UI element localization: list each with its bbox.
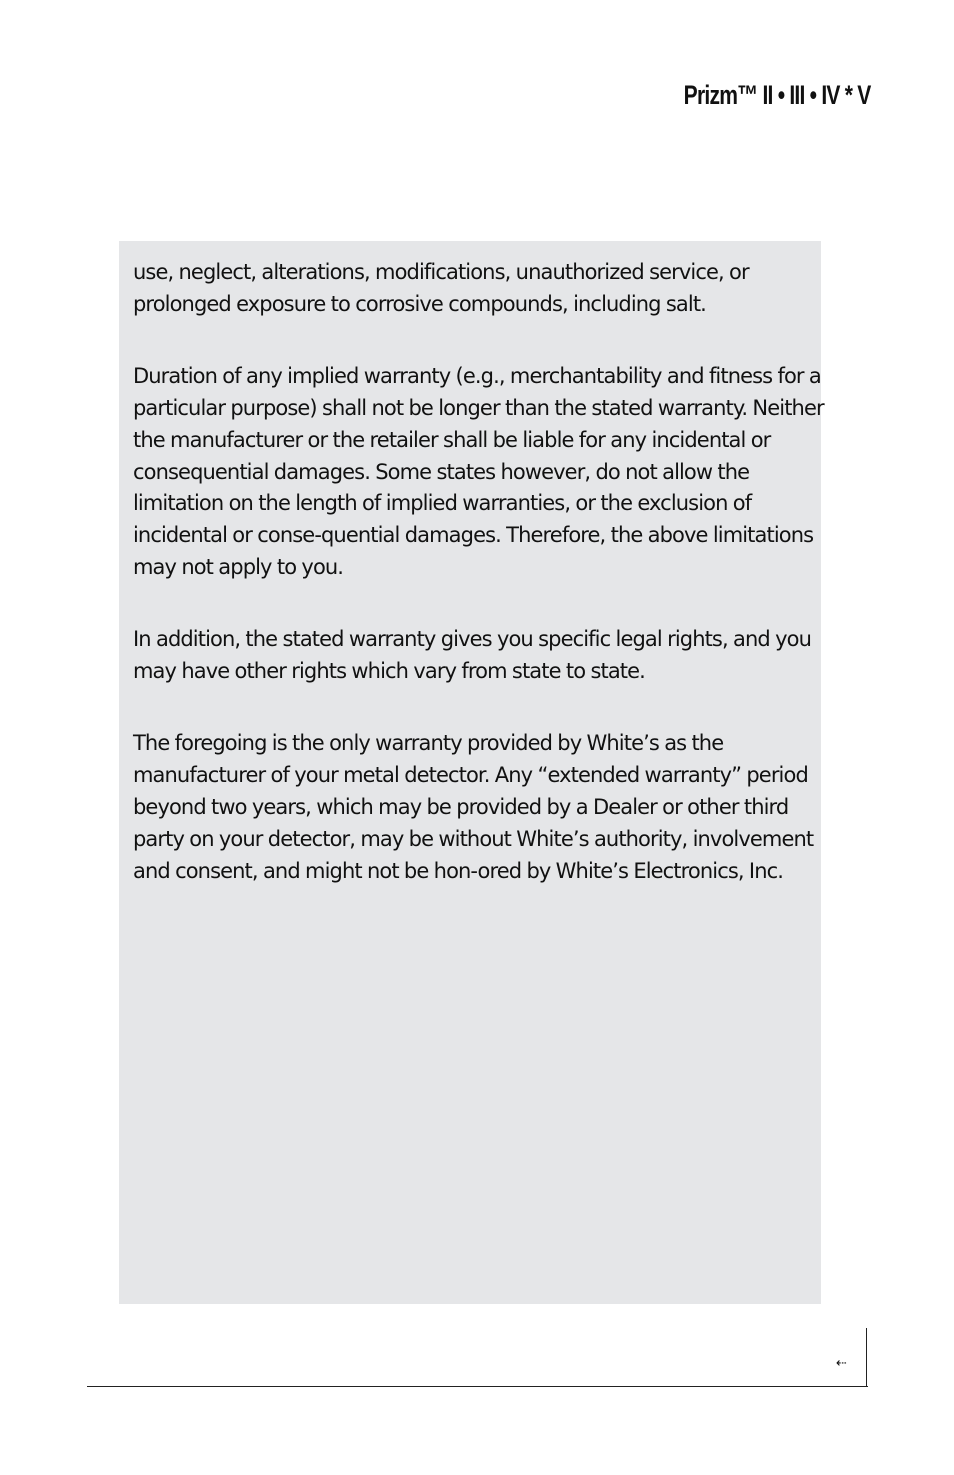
back-arrow-icon[interactable]: ⇠ <box>836 1356 847 1371</box>
footer-vertical-rule <box>866 1328 867 1387</box>
warranty-text <box>133 257 828 928</box>
page-header-title: Prizm™ II • III • IV * V <box>683 80 870 110</box>
footer-horizontal-rule <box>87 1386 868 1387</box>
warranty-paragraph-legal-rights: In addition, the stated warranty gives you specific legal rights, and you may have other rights which vary from state to state. <box>133 627 811 684</box>
warranty-paragraph-extended-warranty: The foregoing is the only warranty provided by White’s as the manufacturer of your metal detector. Any “extended warranty” period beyond two years, which may be provided by a Dealer or other third party on your detector, may be without White’s authority, involvement and consent, and might not be hon-ored by White’s Electronics, Inc. <box>133 730 814 883</box>
warranty-panel <box>119 241 824 1304</box>
warranty-paragraph-implied-duration: Duration of any implied warranty (e.g., merchantability and fitness for a particular purpose) shall not be longer than the stated warranty. Neither the manufacturer or the retailer shall be liable for any incidental or consequential damages. Some states however, do not allow the limitation on the length of implied warranties, or the exclusion of incidental or conse-quential damages. Therefore, the above limitations may not apply to you. <box>133 363 824 580</box>
warranty-paragraph-exclusions: use, neglect, alterations, modifications, unauthorized service, or prolonged exposure to corrosive compounds, including salt. <box>133 260 749 316</box>
